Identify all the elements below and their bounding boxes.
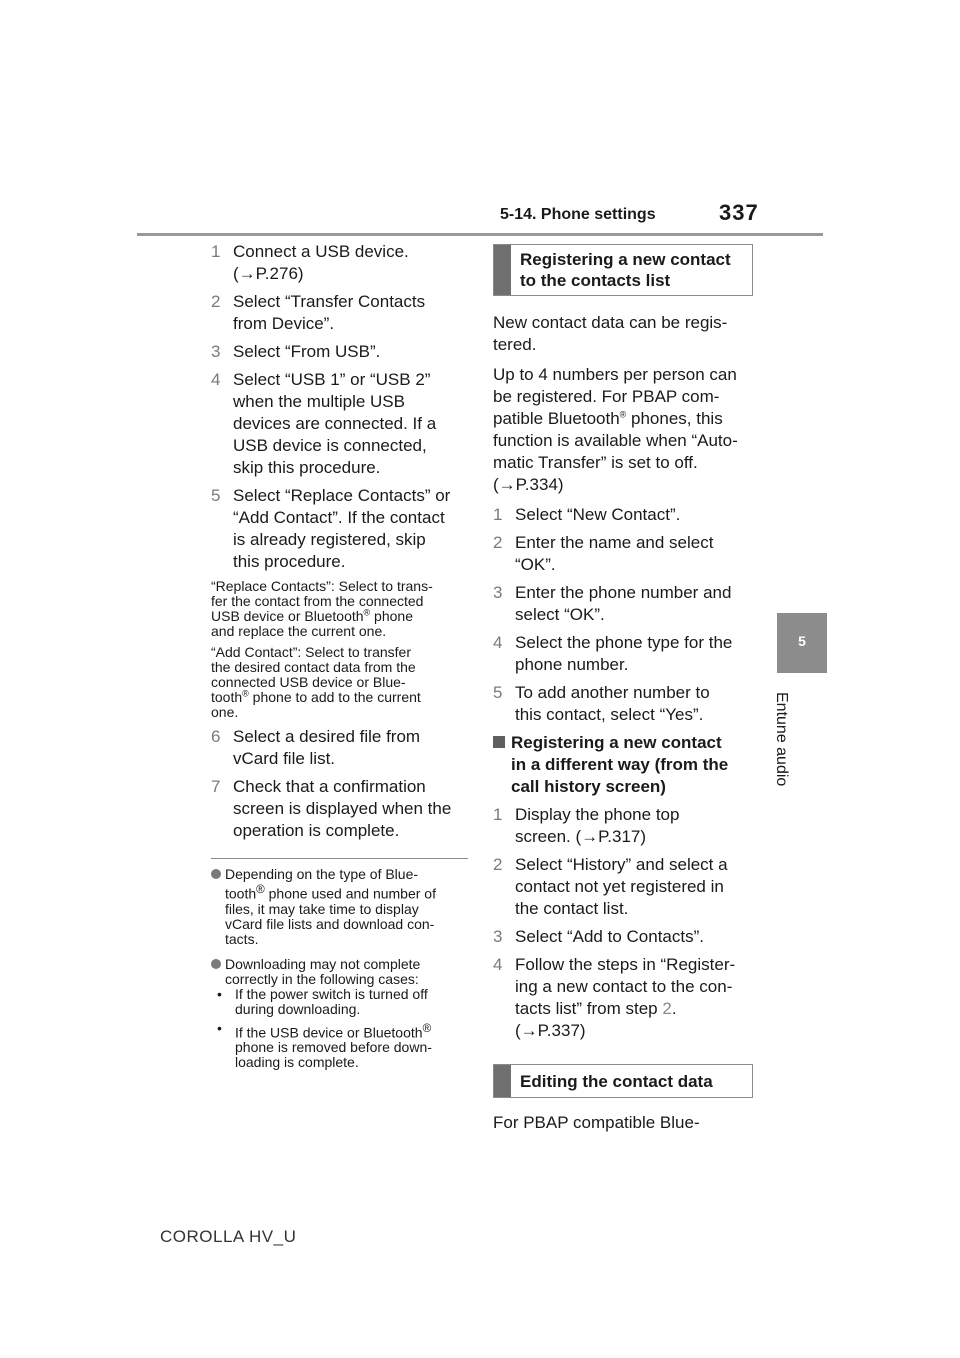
step-item — [493, 954, 753, 1042]
sub-bullet-item — [211, 987, 471, 1017]
step-line: Select “Transfer Contacts — [233, 292, 426, 311]
step-item — [211, 241, 471, 285]
chapter-number: 5 — [798, 633, 806, 649]
replace-contacts-description — [211, 579, 471, 639]
step-line: Select the phone type for the — [515, 633, 733, 652]
page-reference: (→P.334) — [493, 475, 564, 494]
step-number: 3 — [211, 342, 221, 361]
step-line: Select “Replace Contacts” or — [233, 486, 451, 505]
step-text: . — [671, 999, 677, 1018]
steps-list — [493, 504, 753, 726]
note-divider — [211, 858, 468, 859]
note-line: tacts. — [225, 930, 259, 947]
desc-text: USB device or Bluetooth — [211, 608, 364, 624]
note-text: tooth — [225, 885, 257, 902]
registered-mark: ® — [422, 1021, 432, 1035]
step-item — [493, 532, 753, 576]
note-line — [225, 882, 471, 902]
subhead-line: Registering a new contact — [511, 733, 722, 752]
step-number: 4 — [493, 633, 503, 652]
heading-bar — [494, 245, 511, 295]
section-heading — [493, 1064, 753, 1098]
note-line: phone is removed before down- — [235, 1039, 432, 1056]
subhead-line: in a different way (from the — [511, 755, 729, 774]
step-item — [211, 485, 471, 573]
step-number: 3 — [493, 583, 503, 602]
step-line: Check that a confirmation — [233, 777, 426, 796]
step-line: To add another number to — [515, 683, 710, 702]
note-text: phone used and number of — [264, 885, 436, 902]
desc-line: one. — [211, 704, 239, 720]
heading-line: to the contacts list — [520, 271, 671, 290]
note-line: Depending on the type of Blue- — [225, 866, 419, 882]
page-number: 337 — [719, 200, 759, 225]
step-line: Select a desired file from — [233, 727, 421, 746]
step-line: Select “History” and select a — [515, 855, 728, 874]
steps-list — [211, 241, 471, 573]
registered-mark: ® — [256, 883, 265, 896]
step-line: contact not yet registered in — [515, 877, 724, 896]
registered-mark: ® — [619, 409, 627, 420]
note-text: If the USB device or Bluetooth — [235, 1024, 423, 1041]
para-line: matic Transfer” is set to off. — [493, 453, 698, 472]
registered-mark: ® — [363, 607, 371, 618]
bullet-dot-icon — [211, 869, 221, 879]
step-line: Select “New Contact”. — [515, 505, 681, 524]
step-line: select “OK”. — [515, 605, 605, 624]
note-line — [235, 1021, 471, 1041]
step-line: the contact list. — [515, 899, 629, 918]
step-text: tacts list” from step — [515, 999, 663, 1018]
step-line: USB device is connected, — [233, 436, 427, 455]
note-line: files, it may take time to display — [225, 900, 419, 917]
step-item — [493, 582, 753, 626]
step-line: (→P.276) — [233, 264, 304, 283]
step-line: “OK”. — [515, 555, 556, 574]
subhead-line: call history screen) — [511, 777, 666, 796]
step-item — [211, 726, 471, 770]
heading-line: Registering a new contact — [520, 250, 731, 269]
desc-line: “Replace Contacts”: Select to trans- — [211, 578, 433, 594]
para-line: tered. — [493, 335, 537, 354]
desc-line: connected USB device or Blue- — [211, 674, 406, 690]
step-number: 4 — [211, 370, 221, 389]
header-rule — [137, 233, 823, 236]
note-line: correctly in the following cases: — [225, 970, 419, 987]
note-line: during downloading. — [235, 1000, 361, 1017]
step-line: Display the phone top — [515, 805, 680, 824]
step-line: devices are connected. If a — [233, 414, 437, 433]
step-line: Select “From USB”. — [233, 342, 381, 361]
step-number: 4 — [493, 955, 503, 974]
add-contact-description — [211, 645, 471, 720]
step-item — [493, 682, 753, 726]
note-item — [211, 957, 471, 1071]
subheading — [493, 732, 753, 798]
desc-text: tooth — [211, 689, 243, 705]
heading-text — [511, 249, 731, 291]
step-line: “Add Contact”. If the contact — [233, 508, 445, 527]
registered-mark: ® — [242, 688, 249, 699]
step-item — [493, 804, 753, 848]
step-item — [493, 632, 753, 676]
step-item — [211, 341, 471, 363]
paragraph — [493, 312, 753, 356]
step-line: phone number. — [515, 655, 629, 674]
step-number: 2 — [493, 855, 503, 874]
step-number: 6 — [211, 727, 221, 746]
paragraph — [493, 364, 753, 496]
right-column — [493, 244, 753, 1142]
bullet-icon: • — [217, 1019, 222, 1036]
step-item — [493, 504, 753, 526]
step-number: 1 — [211, 242, 221, 261]
step-number: 5 — [211, 486, 221, 505]
step-line: when the multiple USB — [233, 392, 405, 411]
step-line: skip this procedure. — [233, 458, 381, 477]
steps-list — [211, 726, 471, 842]
step-line — [515, 998, 753, 1020]
left-column — [211, 241, 471, 1080]
step-line: ing a new contact to the con- — [515, 977, 733, 996]
step-line: screen. (→P.317) — [515, 827, 647, 846]
step-line: Connect a USB device. — [233, 242, 409, 261]
desc-line: “Add Contact”: Select to transfer — [211, 644, 411, 660]
section-title: 5-14. Phone settings — [500, 206, 656, 223]
bullet-icon: • — [217, 985, 222, 1002]
desc-line: fer the contact from the connected — [211, 593, 424, 609]
desc-line: the desired contact data from the — [211, 659, 416, 675]
step-reference: 2 — [662, 999, 672, 1018]
step-item — [493, 926, 753, 948]
step-item — [211, 291, 471, 335]
step-number: 5 — [493, 683, 503, 702]
step-line: from Device”. — [233, 314, 335, 333]
note-line: Downloading may not complete — [225, 955, 421, 972]
section-heading — [493, 244, 753, 296]
page-reference: (→P.337) — [515, 1021, 586, 1040]
step-line: Follow the steps in “Register- — [515, 955, 736, 974]
desc-line — [211, 609, 471, 624]
step-number: 7 — [211, 777, 221, 796]
desc-line — [211, 690, 471, 705]
step-line: this contact, select “Yes”. — [515, 705, 704, 724]
steps-list — [493, 804, 753, 948]
step-number: 3 — [493, 927, 503, 946]
step-line: screen is displayed when the — [233, 799, 452, 818]
step-line: this procedure. — [233, 552, 346, 571]
note-line: If the power switch is turned off — [235, 985, 428, 1002]
para-line: phones, this — [626, 409, 723, 428]
note-item — [211, 867, 471, 947]
heading-bar — [494, 1065, 511, 1097]
desc-text: phone to add to the current — [248, 689, 421, 705]
step-item — [493, 854, 753, 920]
chapter-label: Entune audio — [773, 692, 790, 787]
chapter-label-wrap — [770, 692, 794, 842]
step-number: 2 — [211, 292, 221, 311]
step-line: Enter the name and select — [515, 533, 714, 552]
step-line: operation is complete. — [233, 821, 400, 840]
desc-text: phone — [370, 608, 413, 624]
step-item — [211, 369, 471, 479]
heading-text: Editing the contact data — [520, 1071, 713, 1091]
step-line: is already registered, skip — [233, 530, 426, 549]
para-line: New contact data can be regis- — [493, 313, 728, 332]
step-line: Select “USB 1” or “USB 2” — [233, 370, 431, 389]
step-number: 2 — [493, 533, 503, 552]
step-item — [211, 776, 471, 842]
footer-model: COROLLA HV_U — [160, 1227, 297, 1246]
para-line: Up to 4 numbers per person can — [493, 365, 737, 384]
step-line: Select “Add to Contacts”. — [515, 927, 704, 946]
step-number: 1 — [493, 805, 503, 824]
note-line: loading is complete. — [235, 1054, 359, 1071]
paragraph: For PBAP compatible Blue- — [493, 1113, 700, 1132]
square-bullet-icon — [493, 736, 505, 748]
para-line: be registered. For PBAP com- — [493, 387, 720, 406]
note-line: vCard file lists and download con- — [225, 915, 435, 932]
para-line: patible Bluetooth — [493, 409, 620, 428]
bullet-dot-icon — [211, 959, 221, 969]
para-line: function is available when “Auto- — [493, 431, 738, 450]
desc-line: and replace the current one. — [211, 623, 387, 639]
step-line: Enter the phone number and — [515, 583, 732, 602]
step-number: 1 — [493, 505, 503, 524]
sub-bullet-item — [211, 1021, 471, 1071]
step-line: vCard file list. — [233, 749, 336, 768]
